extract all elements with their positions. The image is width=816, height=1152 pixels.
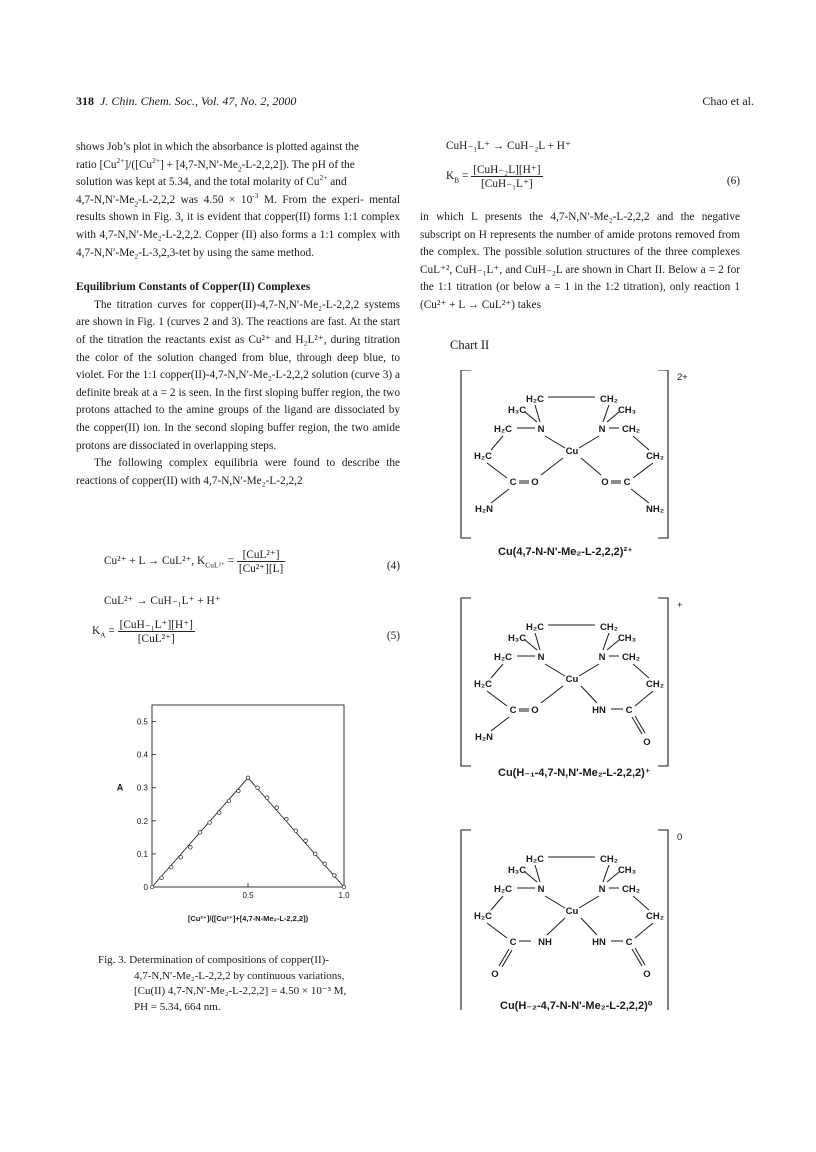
bond [581,918,597,935]
bond [607,412,619,422]
amide-o-right: O [601,477,609,488]
bond [491,489,509,503]
charge-label: 2+ [677,372,688,383]
left-bracket [461,370,471,538]
ch2-right: CH₂ [622,884,640,895]
chart-ii-title: Chart II [450,338,490,352]
bond [541,686,563,703]
bond [545,896,565,908]
methyl-left: H₃C [507,405,527,416]
bond [491,664,503,678]
bond [487,463,507,478]
methyl-right: CH₃ [617,405,637,416]
bond [579,664,599,676]
amide-o-left: O [531,705,539,716]
left-terminal: H₂N [475,504,493,515]
ch2-left: H₂C [494,652,512,663]
structure-1 [461,370,688,538]
data-point [169,865,173,869]
amide-c-left: C [509,477,517,488]
ch2-lower-left: H₂C [474,679,492,690]
figure-3-caption: Fig. 3. Determination of compositions of copper(II)- 4,7-N,N′-Me₂-L-2,2,2 by continuous variations, [Cu(II) 4,7-N,N′-Me₂-L-2,2,2] = 4.50 × 10⁻³ M, PH = 5.34, 664 nm. [98,954,347,1013]
equation-5: $K_A$ = $\frac{\text{[CuH₋₁L⁺][H⁺]}}{\text{[CuL²⁺]}}$ (5) [92,619,400,645]
job-plot-chart [100,690,360,930]
bond [581,686,597,703]
bond [579,436,599,448]
eq4-number: (4) [386,560,400,572]
bridge-ch2: CH₂ [600,854,618,865]
bond [603,633,609,650]
bond [635,923,653,938]
bond [491,436,503,450]
bond [525,640,537,650]
n-right: N [598,424,606,435]
right-terminal: NH₂ [646,504,664,515]
y-tick-label: 0.1 [136,849,148,859]
eq5-fraction: $\frac{\text{[CuH₋₁L⁺][H⁺]}}{\text{[CuL²⁺]}}$ [119,619,193,645]
y-tick-label: 0.2 [136,816,148,826]
ch2-right: CH₂ [622,424,640,435]
y-axis-label: A [116,782,124,793]
ch2-right: CH₂ [622,652,640,663]
data-point [217,811,221,815]
n-left: N [537,884,545,895]
right-column [420,209,740,315]
section-title: Equilibrium Constants of Copper(II) Complexes [76,281,311,294]
methyl-left: H₃C [507,865,527,876]
methyl-right: CH₃ [617,865,637,876]
bond [581,458,601,475]
right-terminal: O [643,969,651,980]
authors: Chao et al. [702,94,754,108]
amide-o-left: O [531,477,539,488]
ch2-lower-right: CH₂ [646,911,664,922]
bond [487,923,507,938]
data-point [227,799,231,803]
eq6-fraction: $\frac{\text{[CuH₋₂L][H⁺]}}{\text{[CuH₋₁L⁺]}}$ [473,164,541,190]
n-right: N [598,652,606,663]
amide-c-right: C [625,705,633,716]
data-point [342,885,346,889]
bond [545,436,565,448]
data-point [189,845,193,849]
equation-4: Cu²⁺ + L → CuL²⁺, $K_{CuL^{2+}}$ = $\frac{\text{[CuL²⁺]}}{\text{[Cu²⁺][L]}}$ (4) [104,549,400,575]
bond [541,458,563,475]
amide-c-right: C [623,477,631,488]
x-axis-label: [Cu²⁺]/([Cu²⁺]+[4,7-N-Me₂-L-2,2,2]) [187,914,309,923]
n-right: N [598,884,606,895]
cu-center: Cu [565,906,579,917]
paragraph-2: The titration curves for copper(II)-4,7-N,N′-Me₂-L-2,2,2 systems are shown in Fig. 1 (curves 2 and 3). The reactions are fast. At the start of the titration the reactants exist as Cu²⁺ and H₂L²⁺, during titration the color of the solution changed from blue, through deep blue, to violet. For the 1:1 copper(II)-4,7-N,N′-Me₂-L-2,2,2 solution (curve 3) a definite break at a = 2 is seen. In the first sloping buffer region, the two protons attached to the amine groups of the ligand are dissociated by the copper(II) ion. In the second sloping buffer region, the two amide protons are dissociated in overlapping steps. [76,298,400,452]
paragraph-1: shows Job’s plot in which the absorbance is plotted against the ratio $[Cu^{2+}]/([Cu^{2+}] + [4,7-N,N'-Me_2-L-2,2,2])$. The pH of the solution was kept at 5.34, and the total molarity of $Cu^{2+}$ and $4,7-N,N'-Me_2-L-2,2,2$ was $4.50 \times 10^{-3}$ M. From the experi- mental results shown in Fig. 3, it is evident that copper(II) forms 1:1 complex with 4,7-N,N′-Me₂-L-2,2,2. Copper (II) also forms a 1:1 complex with 4,7-N,N′-Me₂-L-3,2,3-tet by using the same method. [76,141,400,259]
left-column [76,139,400,490]
left-terminal: O [491,969,499,980]
bridge-h2c: H₂C [526,854,544,865]
left-bracket [461,830,471,1010]
data-point [313,852,317,856]
structure-3 [461,830,682,1010]
y-tick-label: 0.5 [136,717,148,727]
ch2-lower-right: CH₂ [646,679,664,690]
x-tick-label: 1.0 [338,891,350,900]
equation-5-reaction: CuL²⁺ → CuH₋₁L⁺ + H⁺ [104,595,221,607]
methyl-right: CH₃ [617,633,637,644]
y-tick-label: 0 [143,883,148,892]
bond [547,918,565,935]
cu-center: Cu [565,446,579,457]
bond [603,865,609,882]
methyl-left: H₃C [507,633,527,644]
amide-hn-right: HN [592,705,606,716]
data-point [208,821,212,825]
bond [631,489,649,503]
data-point [294,829,298,833]
amide-hn-right: HN [592,937,606,948]
data-point [333,874,337,878]
bond [607,872,619,882]
bridge-h2c: H₂C [526,622,544,633]
y-tick-label: 0.4 [136,750,148,760]
ch2-lower-left: H₂C [474,451,492,462]
structure-3-caption: Cu(H₋₂-4,7-N-N'-Me₂-L-2,2,2)⁰ [500,1000,653,1012]
plot-frame [152,705,344,887]
left-terminal: H₂N [475,732,493,743]
data-point [237,789,241,793]
data-point [265,796,269,800]
bond [491,896,503,910]
eq6-number: (6) [726,175,740,187]
running-header [76,94,296,109]
ch2-left: H₂C [494,424,512,435]
bond [579,896,599,908]
bond [525,412,537,422]
data-point [198,831,202,835]
cu-center: Cu [565,674,579,685]
bond [535,865,540,882]
chart-plot-area [117,705,350,923]
paragraph-3: The following complex equilibria were found to describe the reactions of copper(II) with 4,7-N,N′-Me₂-L-2,2,2 [76,457,400,487]
data-point [275,806,279,810]
right-terminal: O [643,737,651,748]
amide-c-left: C [509,705,517,716]
data-point [285,817,289,821]
y-tick-label: 0.3 [136,783,148,793]
paragraph-4: in which L presents the 4,7-N,N′-Me₂-L-2,2,2 and the negative subscript on H represents the number of amide protons removed from the complex. The possible solution structures of the three complexes CuL⁺², CuH₋₁L⁺, and CuH₋₂L are shown in Chart II. Below a = 2 for the 1:1 titration (or below a = 1 in the 1:2 titration), only reaction 1 (Cu²⁺ + L → CuL²⁺) takes [420,211,740,311]
bond [535,633,540,650]
bond [635,691,653,706]
x-tick-label: 0.5 [242,891,254,900]
journal-citation: J. Chin. Chem. Soc., Vol. 47, No. 2, 2000 [100,94,297,108]
data-point [256,786,260,790]
data-point [150,885,154,889]
structure-1-caption: Cu(4,7-N-N'-Me₂-L-2,2,2)²⁺ [498,546,633,558]
amide-nh-left: NH [538,937,552,948]
structure-2-caption: Cu(H₋₁-4,7-N,N'-Me₂-L-2,2,2)⁺ [498,767,651,779]
data-point [160,876,164,880]
charge-label: + [677,600,683,611]
n-left: N [537,424,545,435]
bridge-h2c: H₂C [526,394,544,405]
bond [525,872,537,882]
bond [633,463,653,478]
data-point [246,776,250,780]
eq5-number: (5) [386,630,400,642]
bond [535,405,540,422]
data-point [179,855,183,859]
left-bracket [461,598,471,766]
bond [633,896,649,910]
eq4-fraction: $\frac{\text{[CuL²⁺]}}{\text{[Cu²⁺][L]}}$ [238,549,284,575]
ch2-lower-right: CH₂ [646,451,664,462]
n-left: N [537,652,545,663]
bond [603,405,609,422]
data-point [323,862,327,866]
bond [491,717,509,731]
charge-label: 0 [677,832,683,843]
structure-2 [461,598,683,766]
ch2-lower-left: H₂C [474,911,492,922]
page-number: 318 [76,94,94,108]
bridge-ch2: CH₂ [600,622,618,633]
equation-6-reaction: CuH₋₁L⁺ → CuH₋₂L + H⁺ [446,140,571,152]
bridge-ch2: CH₂ [600,394,618,405]
equation-6: $K_B$ = $\frac{\text{[CuH₋₂L][H⁺]}}{\text{[CuH₋₁L⁺]}}$ (6) [446,164,740,190]
data-point [304,839,308,843]
bond [633,664,649,678]
amide-c-left: C [509,937,517,948]
bond [633,436,649,450]
amide-c-right: C [625,937,633,948]
bond [487,691,507,706]
ch2-left: H₂C [494,884,512,895]
bond [545,664,565,676]
bond [607,640,619,650]
structure-layer [461,370,688,1010]
chart-ii-structures [455,370,695,1010]
